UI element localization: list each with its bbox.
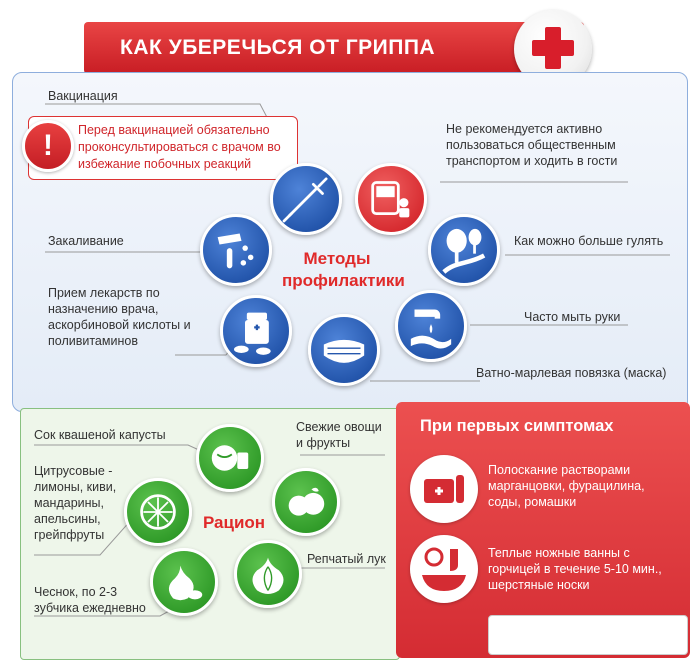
- label-sauerkraut: Сок квашеной капусты: [34, 428, 166, 442]
- label-wash-hands: Часто мыть руки: [524, 310, 621, 324]
- warning-icon: !: [22, 120, 74, 172]
- prevention-center-title: [282, 248, 405, 292]
- syringe-icon: [270, 163, 342, 235]
- label-transport: Не рекомендуется активно пользоваться общественным транспортом и ходить в гости: [446, 122, 618, 168]
- onion-icon: [234, 540, 302, 608]
- symptom-foot-bath: Теплые ножные ванны с горчицей в течение 5-10 мин., шерстяные носки: [488, 546, 662, 592]
- label-vegetables: Свежие овощи и фрукты: [296, 420, 382, 450]
- pills-icon: [220, 295, 292, 367]
- blank-field: [488, 615, 688, 655]
- label-citrus: Цитрусовые - лимоны, киви, мандарины, апельсины, грейпфруты: [34, 464, 117, 542]
- shower-icon: [200, 214, 272, 286]
- symptoms-title: При первых симптомах: [420, 417, 614, 435]
- foot-bath-icon: [410, 535, 478, 603]
- bus-icon: [355, 163, 427, 235]
- label-onion: Репчатый лук: [307, 552, 386, 566]
- hand-wash-icon: [395, 290, 467, 362]
- label-walk: Как можно больше гулять: [514, 234, 664, 248]
- mask-icon: [308, 314, 380, 386]
- prevention-center-line2: профилактики: [282, 271, 405, 290]
- citrus-icon: [124, 478, 192, 546]
- apple-icon: [272, 468, 340, 536]
- diet-center-title: Рацион: [202, 513, 266, 532]
- tree-path-icon: [428, 214, 500, 286]
- vaccination-warning-text: Перед вакцинацией обязательно проконсультироваться с врачом во избежание побочных реакций: [78, 123, 281, 171]
- label-hardening: Закаливание: [48, 234, 124, 248]
- prevention-center-line1: Методы: [303, 249, 371, 268]
- garlic-icon: [150, 548, 218, 616]
- label-medicine: Прием лекарств по назначению врача, аскорбиновой кислоты и поливитаминов: [48, 286, 191, 348]
- label-garlic: Чеснок, по 2-3 зубчика ежедневно: [34, 585, 146, 615]
- label-vaccination: Вакцинация: [48, 89, 118, 103]
- symptom-rinse: Полоскание растворами марганцовки, фурацилина, соды, ромашки: [488, 463, 645, 509]
- cabbage-icon: [196, 424, 264, 492]
- first-aid-kit-icon: [410, 455, 478, 523]
- label-mask: Ватно-марлевая повязка (маска): [476, 366, 667, 380]
- page-title: КАК УБЕРЕЧЬСЯ ОТ ГРИППА: [120, 36, 436, 59]
